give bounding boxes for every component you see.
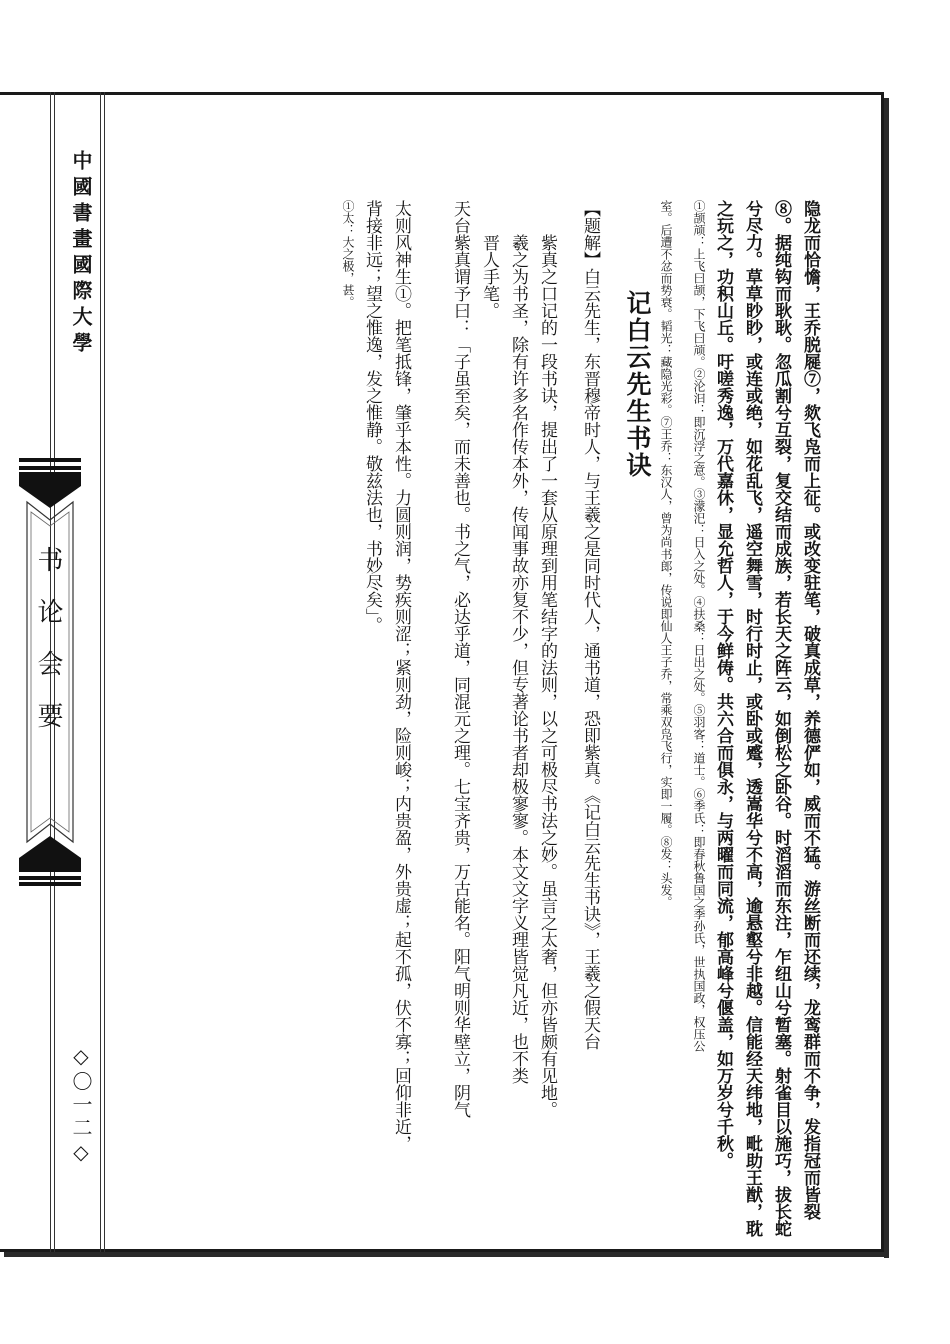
intro-paragraph: 晋人手笔。 — [479, 234, 499, 319]
body-paragraph: 天台紫真谓予曰：「子虽至矣，而未善也。书之气，必达乎道，同混元之理。七宝齐贵，万古能名。阳气明则华壁立，阴气 — [450, 200, 470, 1118]
previous-text: 隐龙而恰憺，王乔脱屣⑦，欻飞凫而上征。或改变驻笔，破真成草，养德俨如，威而不猛。游丝断而还续，龙鸾群而不争，发指冠而皆裂⑧。据纯钩而耿耿。忽瓜割兮互裂，复交结而成族，若长天之阵云，如倒松之卧谷。时滔滔而东注，乍纽山兮暂塞。射雀目以施巧，拔长蛇兮尽力。草草眇眇，或连或绝，如花乱飞，遥空舞雪，时行时止，或卧或蹙，透嵩华兮不高，逾悬壑兮非越。信能经天纬地，毗助王猷，耽之玩之，功积山丘。吁嗟秀逸，万代嘉休，显允哲人，于今鲜俦。共六合而俱永，与两曜而同流，郁高峰兮偃盖，如万岁兮千秋。 — [713, 200, 820, 1237]
footnote: ①颉颃：上飞曰颉，下飞曰颃。②沦汩：即沉浮之意。③濛汜：日入之处。④扶桑：日出之处。⑤羽客：道士。⑥季氏：即春秋鲁国之季孙氏，世执国政，权压公 — [692, 200, 706, 1052]
body-paragraph: 背接非远；望之惟逸，发之惟静。敬兹法也，书妙尽矣」。 — [362, 200, 382, 634]
footnote: ①太：大之极，甚。 — [341, 200, 355, 308]
tab-rule — [19, 882, 81, 886]
main-text — [128, 200, 824, 1240]
tab-rule — [19, 466, 81, 470]
margin-rule — [104, 92, 105, 1252]
margin-rule — [100, 92, 101, 1252]
intro-paragraph: 羲之为书圣，除有许多名作传本外，传闻事故亦复不少，但专著论书者却极寥寥。本文文字义理皆觉凡近，也不类 — [508, 234, 528, 1084]
intro-paragraph: 【题解】白云先生，东晋穆帝时人，与王羲之是同时代人，通书道，恐即紫真。《记白云先生书诀》，王羲之假天台 — [580, 200, 600, 1050]
tab-rule — [19, 876, 81, 880]
frame-shadow-right — [884, 98, 889, 1258]
series-title: 中國書畫國際大學 — [69, 150, 93, 358]
frame-shadow-bottom — [4, 1252, 889, 1257]
body-paragraph: 太则风神生①。把笔抵锋，肇乎本性。力圆则润，势疾则涩；紧则劲，险则峻；内贵盈，外贵虚；起不孤，伏不寡；回仰非近， — [391, 200, 411, 1152]
footnote: 室。后遭不忿而势衰。韬光：藏隐光彩。⑦王乔：东汉人，曾为尚书郎，传说即仙人王子乔，常乘双凫飞行，实即一履。⑧发：头发。 — [659, 200, 673, 908]
section-heading: 记白云先生书诀 — [623, 290, 652, 479]
book-title-tab — [19, 458, 81, 886]
intro-paragraph: 紫真之口记的一段书诀，提出了一套从原理到用笔结字的法则，以之可极尽书法之妙。虽言之太奢，但亦皆颇有见地。 — [537, 234, 557, 1118]
book-title: 书论会要 — [33, 546, 63, 754]
page-number: ◇〇一二◇ — [69, 1044, 93, 1167]
tab-rule — [19, 458, 81, 462]
